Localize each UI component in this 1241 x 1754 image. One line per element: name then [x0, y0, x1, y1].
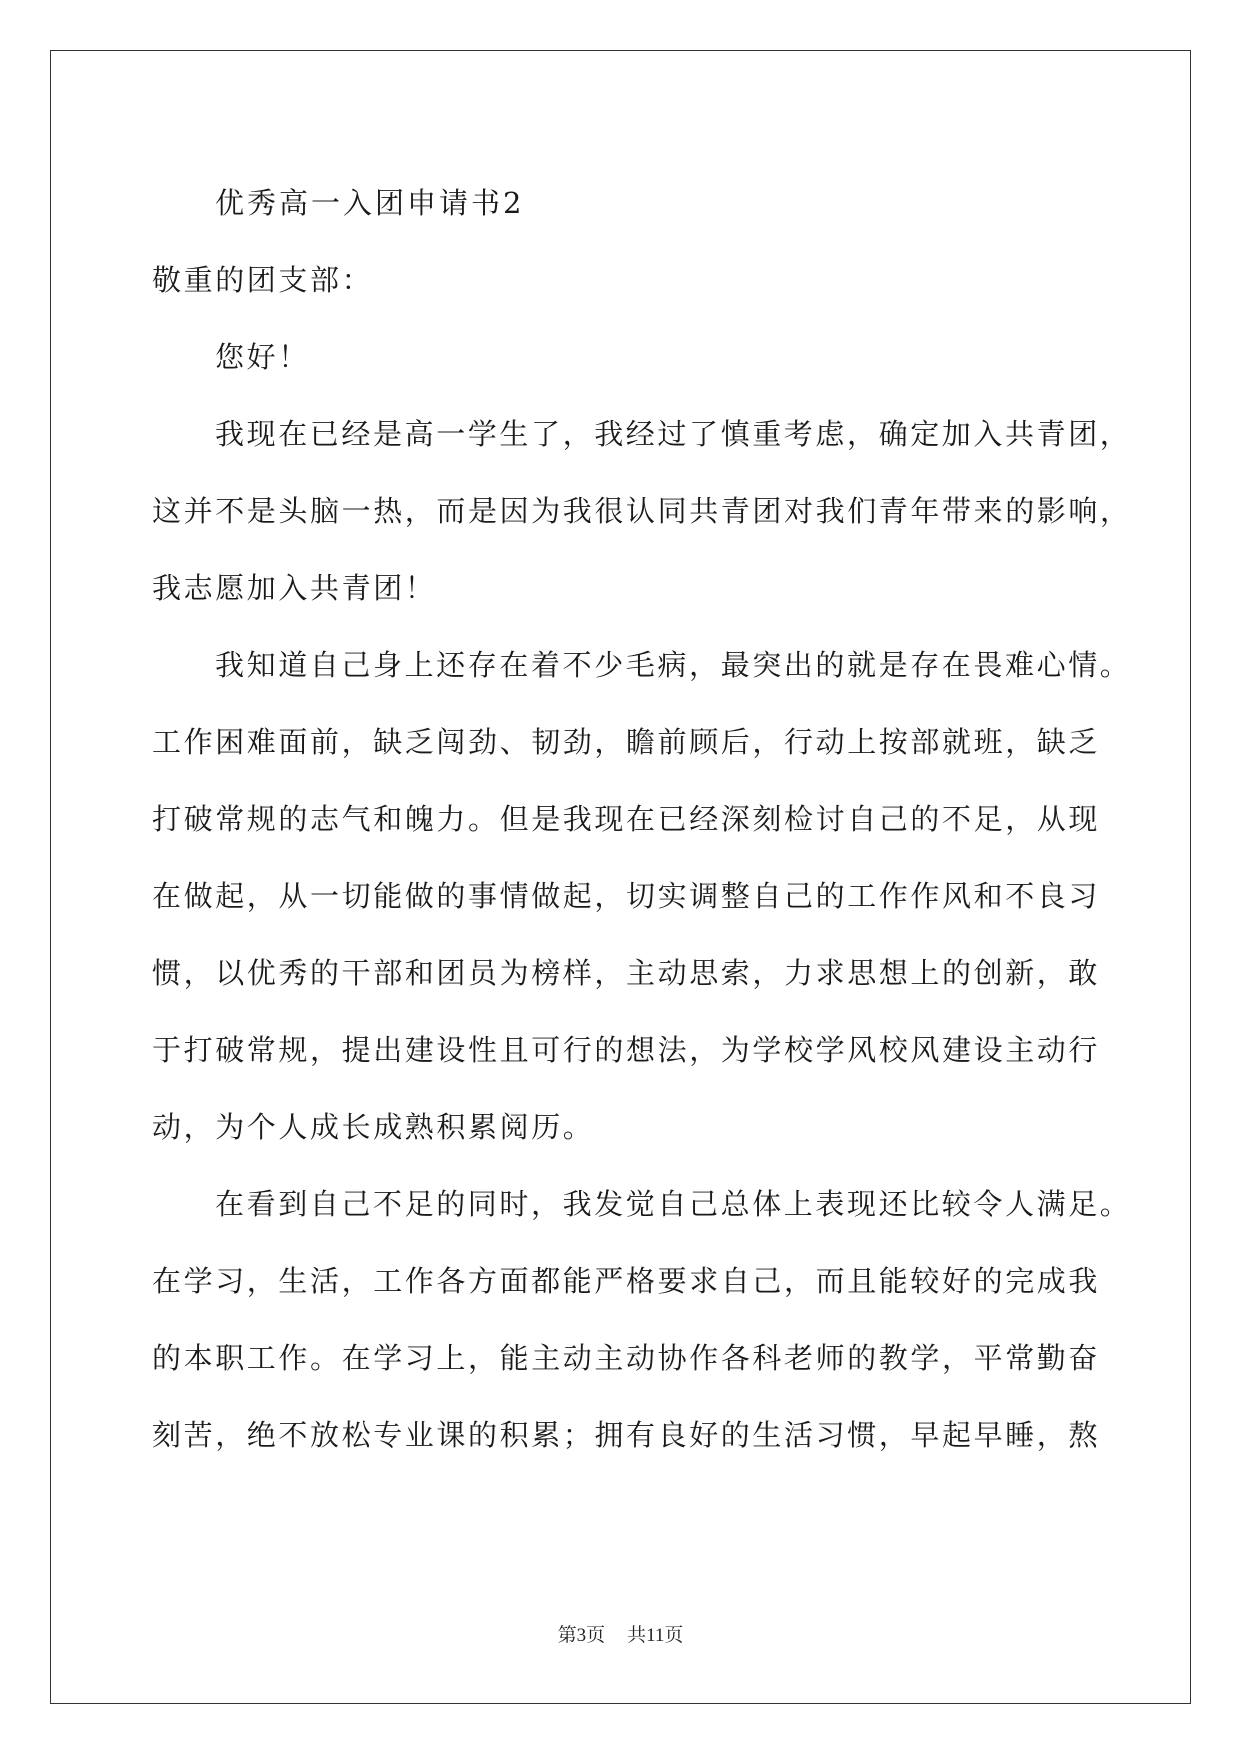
text-line: 敬重的团支部：: [152, 263, 374, 297]
page-total: 共11页: [627, 1625, 684, 1646]
text-line: 惯，以优秀的干部和团员为榜样，主动思索，力求思想上的创新，敢: [152, 956, 1101, 990]
text-line: 在学习，生活，工作各方面都能严格要求自己，而且能较好的完成我: [152, 1264, 1101, 1298]
text-line: 工作困难面前，缺乏闯劲、韧劲，瞻前顾后，行动上按部就班，缺乏: [152, 725, 1101, 759]
page-number: 第3页: [557, 1625, 606, 1646]
text-line: 的本职工作。在学习上，能主动主动协作各科老师的教学，平常勤奋: [152, 1341, 1101, 1375]
text-line: 在看到自己不足的同时，我发觉自己总体上表现还比较令人满足。: [215, 1187, 1132, 1221]
text-line: 您好！: [215, 340, 310, 374]
document-lines: [152, 242, 1132, 1474]
text-line: 我知道自己身上还存在着不少毛病，最突出的就是存在畏难心情。: [215, 648, 1132, 682]
text-line: 动，为个人成长成熟积累阅历。: [152, 1110, 595, 1144]
text-line: 在做起，从一切能做的事情做起，切实调整自己的工作作风和不良习: [152, 879, 1101, 913]
document-body: [152, 165, 1132, 1474]
text-line: 打破常规的志气和魄力。但是我现在已经深刻检讨自己的不足，从现: [152, 802, 1101, 836]
page-footer: [0, 1620, 1241, 1647]
text-line: 于打破常规，提出建设性且可行的想法，为学校学风校风建设主动行: [152, 1033, 1101, 1067]
document-title: 优秀高一入团申请书2: [215, 186, 525, 220]
text-line: 刻苦，绝不放松专业课的积累；拥有良好的生活习惯，早起早睡，熬: [152, 1418, 1101, 1452]
text-line: 这并不是头脑一热，而是因为我很认同共青团对我们青年带来的影响，: [152, 494, 1132, 528]
text-line: 我现在已经是高一学生了，我经过了慎重考虑，确定加入共青团，: [215, 417, 1132, 451]
text-line: 我志愿加入共青团！: [152, 571, 437, 605]
